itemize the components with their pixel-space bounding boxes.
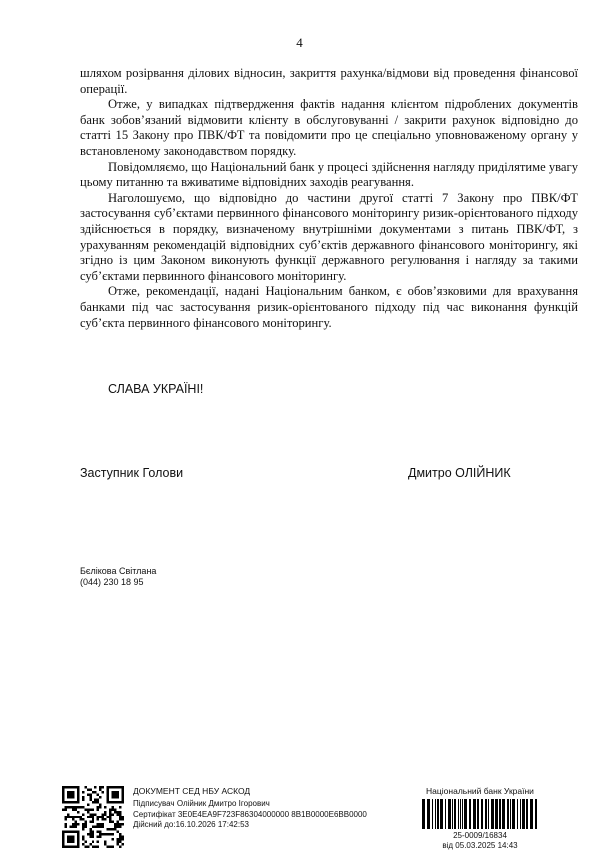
registration-date: від 05.03.2025 14:43 bbox=[442, 841, 518, 850]
paragraph: Повідомляємо, що Національний банк у процесі здійснення нагляду приділятиме увагу цьому питанню та вживатиме відповідних заходів реагування. bbox=[80, 159, 578, 190]
paragraph: Наголошуємо, що відповідно до частини другої статті 7 Закону про ПВК/ФТ застосування суб’єктами первинного фінансового моніторингу ризик-орієнтованого підходу здійснюється в порядку, визначеному внутрішніми документами з питань ПВК/ФТ, з урахуванням рекомендацій відповідних суб’єктів державного фінансового моніторингу, які згідно із цим Законом виконують функції державного регулювання і нагляду за такими суб’єктами первинного фінансового моніторингу. bbox=[80, 190, 578, 283]
letter-body bbox=[80, 66, 578, 331]
paragraph: Отже, рекомендації, надані Національним банком, є обов’язковими для врахування банками під час застосування ризик-орієнтованого підходу під час виконання функцій суб’єкта первинного фінансового моніторингу. bbox=[80, 284, 578, 330]
stamp-valid-until: Дійсний до:16.10.2026 17:42:53 bbox=[133, 820, 249, 830]
registration-number: 25-0009/16834 bbox=[453, 831, 507, 840]
electronic-signature-stamp bbox=[133, 786, 367, 831]
executor-name: Бєлікова Світлана bbox=[80, 566, 157, 576]
signer-name: Дмитро ОЛІЙНИК bbox=[408, 466, 511, 480]
closing-phrase: СЛАВА УКРАЇНІ! bbox=[108, 382, 204, 396]
registration-block bbox=[410, 786, 550, 851]
executor-info bbox=[80, 566, 156, 588]
barcode-icon bbox=[420, 799, 540, 829]
registration-bank: Національний банк України bbox=[426, 786, 534, 796]
stamp-title: ДОКУМЕНТ СЕД НБУ АСКОД bbox=[133, 786, 251, 796]
signer-title: Заступник Голови bbox=[80, 466, 184, 480]
executor-phone: (044) 230 18 95 bbox=[80, 577, 144, 587]
qr-code-icon bbox=[62, 786, 124, 848]
paragraph: шляхом розірвання ділових відносин, закриття рахунка/відмови від проведення фінансової операції. bbox=[80, 66, 578, 96]
stamp-certificate: Сертифікат 3E0E4EA9F723F86304000000 8B1B0000E6BB0000 bbox=[133, 809, 367, 819]
paragraph: Отже, у випадках підтвердження фактів надання клієнтом підроблених документів банк зобов’язаний відмовити клієнту в обслуговуванні / закрити рахунок відповідно до статті 15 Закону про ПВК/ФТ та повідомити про це спеціально уповноваженому органу у встановленому законодавством порядку. bbox=[80, 97, 578, 158]
page-number: 4 bbox=[296, 35, 303, 50]
stamp-signer: Підписувач Олійник Дмитро Ігорович bbox=[133, 799, 270, 809]
